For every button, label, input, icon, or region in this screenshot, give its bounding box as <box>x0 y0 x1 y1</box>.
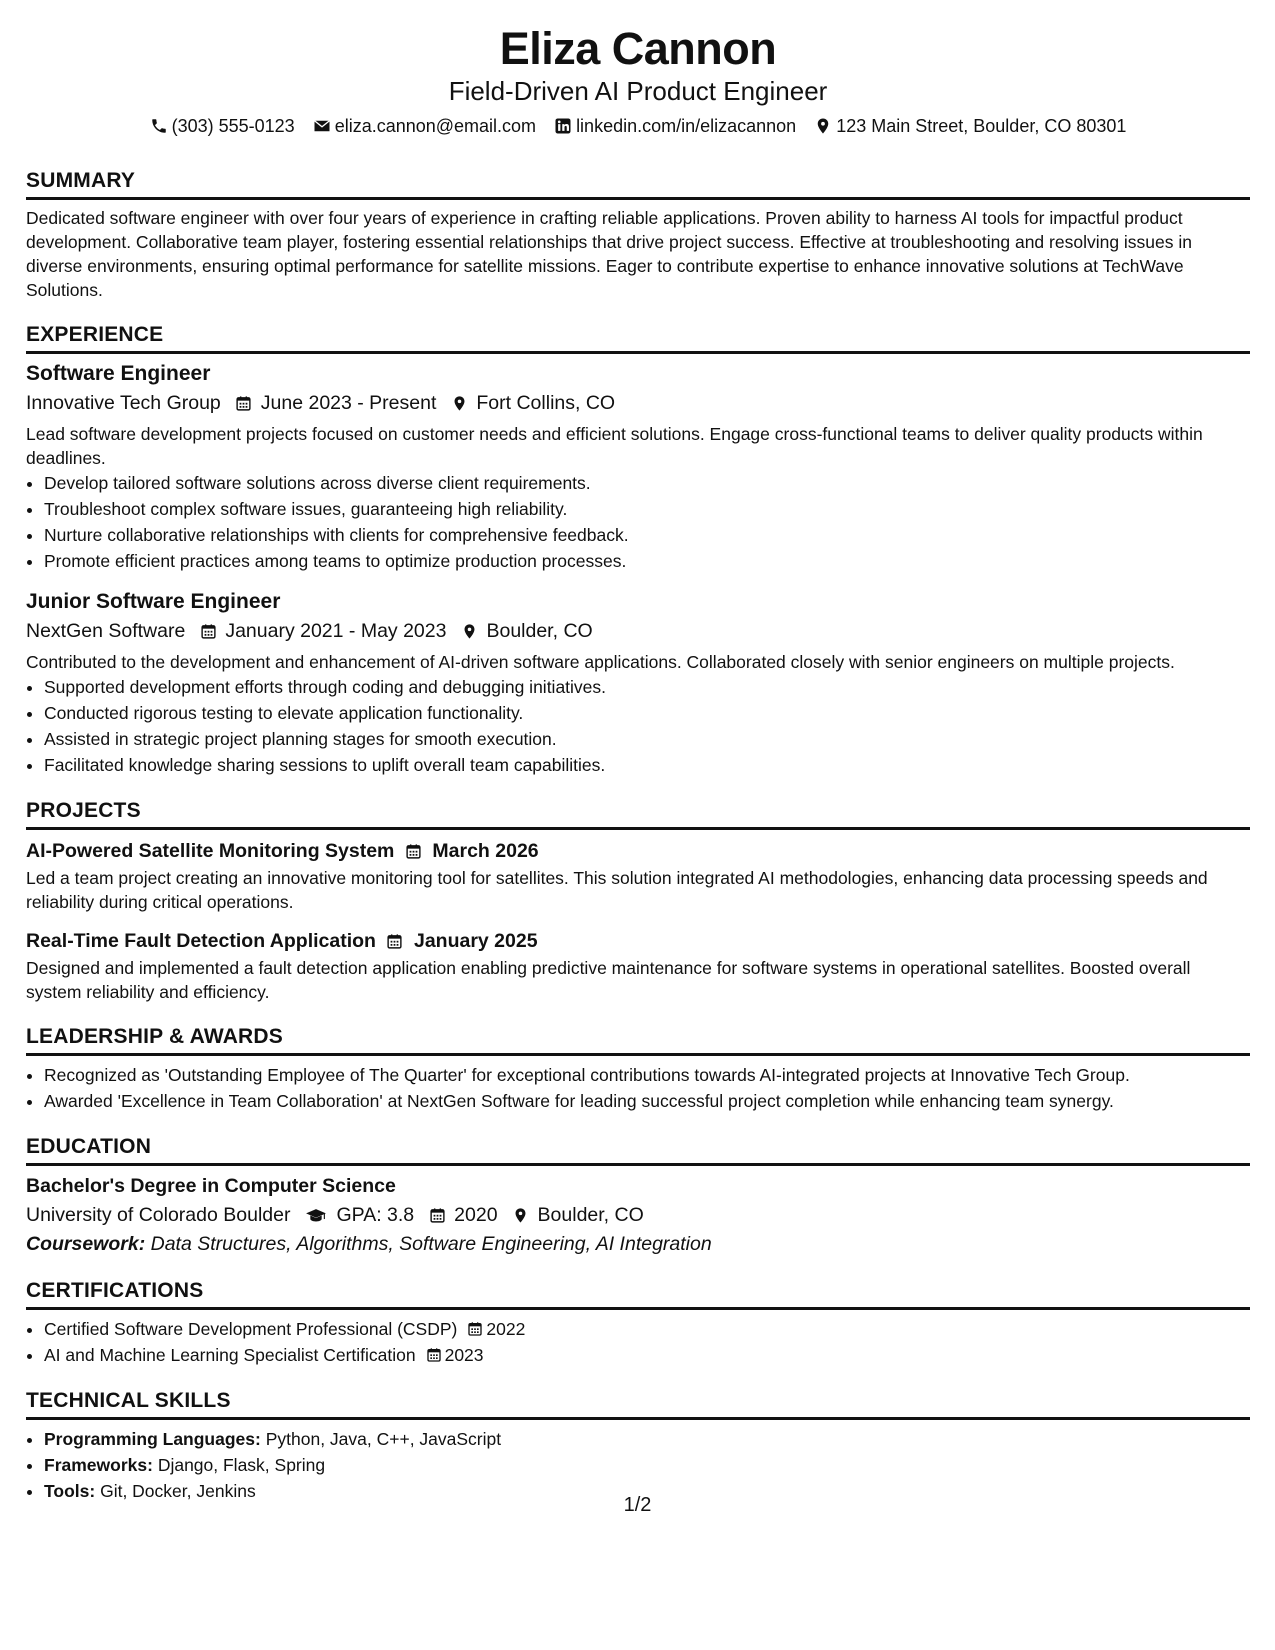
section-title: TECHNICAL SKILLS <box>26 1388 1250 1420</box>
list-item: • Nurture collaborative relationships with clients for comprehensive feedback. <box>44 522 1250 548</box>
resume-content <box>26 22 1250 1504</box>
section-title: PROJECTS <box>26 798 1250 830</box>
project-header <box>26 928 1250 954</box>
skill-value: Python, Java, C++, JavaScript <box>265 1429 502 1449</box>
list-item: • Troubleshoot complex software issues, guaranteeing high reliability. <box>44 496 1250 522</box>
leadership-section <box>26 1024 1250 1114</box>
job-description: Contributed to the development and enhancement of AI-driven software applications. Collaborated closely with senior engineers on multiple projects. <box>26 652 1175 672</box>
list-item <box>44 1426 1250 1452</box>
calendar-icon <box>426 1347 442 1363</box>
education-meta <box>26 1200 1250 1230</box>
coursework <box>26 1230 1250 1258</box>
linkedin-icon <box>554 117 572 135</box>
section-title: EXPERIENCE <box>26 322 1250 354</box>
page-number: 1/2 <box>623 1494 652 1516</box>
job-title: Junior Software Engineer <box>26 590 281 613</box>
section-title: EDUCATION <box>26 1134 1250 1166</box>
envelope-icon <box>313 117 331 135</box>
school-location: Boulder, CO <box>537 1204 644 1226</box>
job-company: Innovative Tech Group <box>26 392 221 414</box>
section-title: SUMMARY <box>26 168 1250 200</box>
skill-label: Tools: <box>44 1481 96 1501</box>
school-name: University of Colorado Boulder <box>26 1204 291 1226</box>
resume-header <box>26 22 1250 138</box>
list-item: • Recognized as 'Outstanding Employee of The Quarter' for exceptional contributions towards AI-integrated projects at Innovative Tech Group. <box>44 1062 1250 1088</box>
contact-email[interactable] <box>313 114 536 138</box>
certification-name: • AI and Machine Learning Specialist Certification <box>44 1345 416 1365</box>
certifications-section <box>26 1278 1250 1368</box>
candidate-name: Eliza Cannon <box>499 23 777 74</box>
job-title: Software Engineer <box>26 362 211 385</box>
job-location: Fort Collins, CO <box>476 392 616 414</box>
calendar-icon <box>428 1206 446 1224</box>
calendar-icon <box>235 394 253 412</box>
address-text: 123 Main Street, Boulder, CO 80301 <box>836 116 1127 136</box>
job-entry <box>26 588 1250 778</box>
projects-section <box>26 798 1250 1004</box>
grad-year: 2020 <box>454 1204 498 1226</box>
project-date: March 2026 <box>432 840 539 862</box>
job-company: NextGen Software <box>26 620 186 642</box>
contact-phone <box>150 114 295 138</box>
map-pin-icon <box>814 117 832 135</box>
job-dates-group <box>235 388 437 418</box>
summary-text: Dedicated software engineer with over four years of experience in crafting reliable applications. Proven ability to harness AI tools for impactful product development. Collaborative team player, fostering essential relationships that drive project success. Effective at troubleshooting and resolving issues in diverse environments, ensuring optimal performance for satellite missions. Eager to contribute expertise to enhance innovative solutions at TechWave Solutions. <box>26 208 1193 300</box>
project-entry <box>26 838 1250 914</box>
certification-year: 2023 <box>444 1345 484 1365</box>
candidate-headline: Field-Driven AI Product Engineer <box>448 76 828 106</box>
skills-section <box>26 1388 1250 1504</box>
graduation-cap-icon <box>304 1206 328 1224</box>
certification-row <box>44 1316 525 1342</box>
job-location: Boulder, CO <box>486 620 593 642</box>
contact-bar <box>26 114 1250 138</box>
calendar-icon <box>199 622 217 640</box>
skill-value: Django, Flask, Spring <box>157 1455 326 1475</box>
calendar-icon <box>404 842 422 860</box>
contact-address <box>814 114 1126 138</box>
gpa-group <box>304 1200 414 1230</box>
coursework-label: Coursework: <box>26 1233 146 1255</box>
job-meta <box>26 388 1250 418</box>
list-item <box>44 1452 1250 1478</box>
email-link[interactable]: eliza.cannon@email.com <box>334 116 537 136</box>
skill-label: Frameworks: <box>44 1455 153 1475</box>
project-description: Designed and implemented a fault detection application enabling predictive maintenance for software systems in operational satellites. Boosted overall system reliability and efficiency. <box>26 958 1191 1002</box>
certification-name: • Certified Software Development Professional (CSDP) <box>44 1319 458 1339</box>
certification-year-group <box>426 1342 484 1368</box>
gpa-text: GPA: 3.8 <box>336 1204 415 1226</box>
calendar-icon <box>386 932 404 950</box>
list-item: • Supported development efforts through coding and debugging initiatives. <box>44 674 1250 700</box>
job-dates-group <box>199 616 446 646</box>
certification-year: 2022 <box>486 1319 526 1339</box>
job-dates: June 2023 - Present <box>260 392 437 414</box>
job-bullets <box>26 674 1250 778</box>
job-bullets <box>26 470 1250 574</box>
experience-section <box>26 322 1250 778</box>
project-date: January 2025 <box>413 930 538 952</box>
list-item: • Promote efficient practices among teams to optimize production processes. <box>44 548 1250 574</box>
list-item: • Awarded 'Excellence in Team Collaboration' at NextGen Software for leading successful project completion while enhancing team synergy. <box>44 1088 1250 1114</box>
coursework-text: Data Structures, Algorithms, Software Engineering, AI Integration <box>150 1233 712 1255</box>
map-pin-icon <box>450 394 468 412</box>
awards-list <box>26 1062 1250 1114</box>
list-item: • Assisted in strategic project planning stages for smooth execution. <box>44 726 1250 752</box>
list-item: • Facilitated knowledge sharing sessions to uplift overall team capabilities. <box>44 752 1250 778</box>
school-location-group <box>512 1200 644 1230</box>
phone-icon <box>150 117 168 135</box>
summary-section <box>26 168 1250 302</box>
skill-label: Programming Languages: <box>44 1429 261 1449</box>
job-entry <box>26 360 1250 574</box>
project-entry <box>26 928 1250 1004</box>
degree-title: Bachelor's Degree in Computer Science <box>26 1175 396 1197</box>
map-pin-icon <box>512 1206 530 1224</box>
certification-year-group <box>467 1316 525 1342</box>
grad-year-group <box>428 1200 497 1230</box>
job-location-group <box>450 388 615 418</box>
list-item: • Conducted rigorous testing to elevate application functionality. <box>44 700 1250 726</box>
education-section <box>26 1134 1250 1258</box>
project-name: Real-Time Fault Detection Application <box>26 930 376 952</box>
list-item <box>44 1342 1250 1368</box>
contact-linkedin[interactable] <box>554 114 796 138</box>
map-pin-icon <box>460 622 478 640</box>
phone-text: (303) 555-0123 <box>171 116 295 136</box>
project-description: Led a team project creating an innovative monitoring tool for satellites. This solution integrated AI methodologies, enhancing data processing speeds and reliability during critical operations. <box>26 868 1208 912</box>
calendar-icon <box>467 1321 483 1337</box>
job-location-group <box>460 616 592 646</box>
section-title: CERTIFICATIONS <box>26 1278 1250 1310</box>
certification-row <box>44 1342 484 1368</box>
job-description: Lead software development projects focused on customer needs and efficient solutions. Engage cross-functional teams to deliver quality products within deadlines. <box>26 424 1203 468</box>
project-header <box>26 838 1250 864</box>
section-title: LEADERSHIP & AWARDS <box>26 1024 1250 1056</box>
list-item: • Develop tailored software solutions across diverse client requirements. <box>44 470 1250 496</box>
skill-value: Git, Docker, Jenkins <box>100 1481 256 1501</box>
list-item <box>44 1316 1250 1342</box>
certifications-list <box>26 1316 1250 1368</box>
project-name: AI-Powered Satellite Monitoring System <box>26 840 395 862</box>
job-dates: January 2021 - May 2023 <box>225 620 447 642</box>
linkedin-link[interactable]: linkedin.com/in/elizacannon <box>576 116 797 136</box>
job-meta <box>26 616 1250 646</box>
